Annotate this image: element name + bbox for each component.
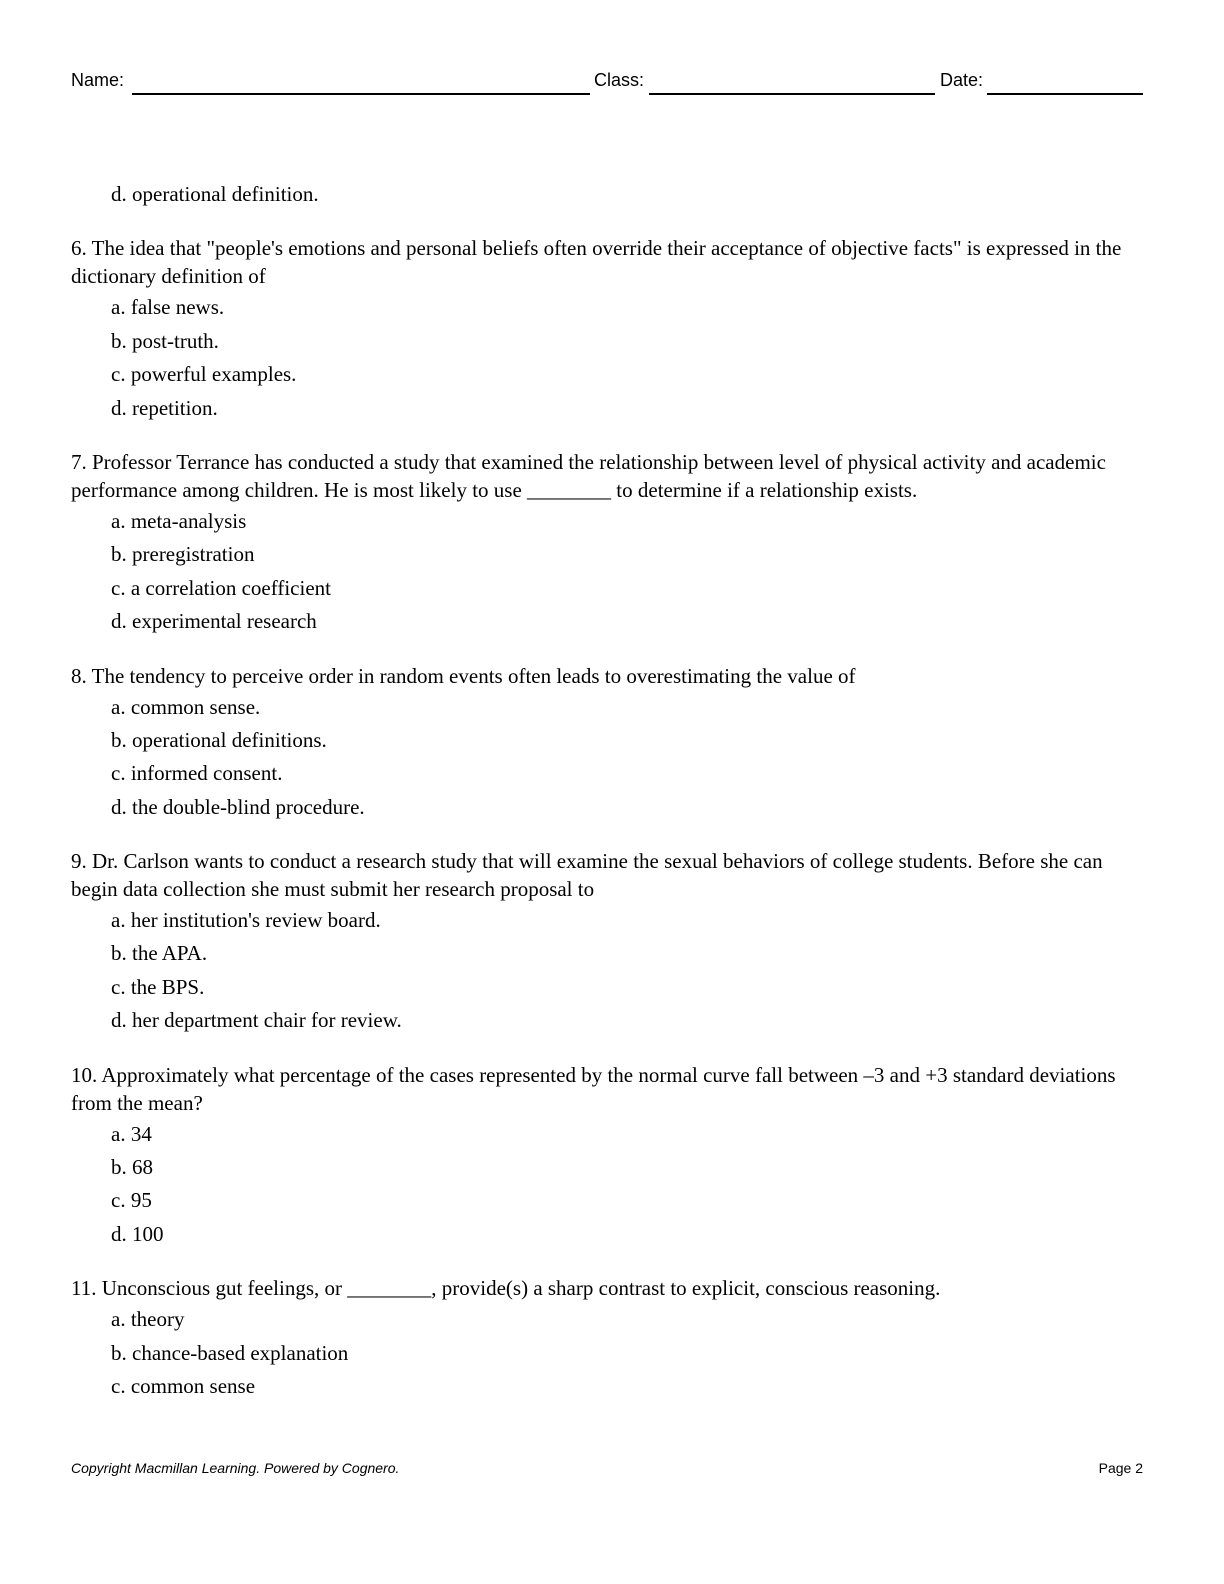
question-stem: 7. Professor Terrance has conducted a study that examined the relationship between level of physical activity and academic performance among children. He is most likely to use ________ to determine if a relationship exists. [71,449,1106,502]
answer-option: d. the double-blind procedure. [111,794,365,819]
answer-option: c. common sense [111,1373,256,1398]
answer-option: b. chance-based explanation [111,1340,349,1365]
page-number: Page 2 [1098,1460,1143,1476]
answer-option: c. 95 [111,1188,152,1213]
class-field[interactable] [649,93,935,95]
answer-option: b. preregistration [111,542,255,567]
copyright-text: Copyright Macmillan Learning. Powered by Cognero. [71,1460,400,1476]
answer-option: b. 68 [111,1155,153,1180]
answer-option: c. informed consent. [111,761,283,786]
class-label: Class: [594,70,645,90]
question-9 [71,847,1143,1039]
question-list [71,179,1143,1404]
answer-option: a. her institution's review board. [111,908,381,933]
answer-option: c. a correlation coefficient [111,575,331,600]
question-stem: 9. Dr. Carlson wants to conduct a research study that will examine the sexual behaviors of college students. Before she can begin data collection she must submit her research proposal to [71,849,1103,902]
date-field[interactable] [987,93,1143,95]
answer-option: a. meta-analysis [111,508,247,533]
answer-option: d. her department chair for review. [111,1008,402,1033]
name-label: Name: [71,70,125,90]
answer-option: d. experimental research [111,609,317,634]
question-10 [71,1061,1143,1253]
answer-option: d. repetition. [111,395,218,420]
answer-option: b. the APA. [111,941,208,966]
answer-option: a. theory [111,1307,185,1332]
question-7 [71,448,1143,640]
question-11 [71,1274,1143,1404]
question-8 [71,662,1143,826]
answer-option: b. post-truth. [111,328,219,353]
worksheet-header [71,70,1143,98]
question-stem: 11. Unconscious gut feelings, or ________, provide(s) a sharp contrast to explicit, conscious reasoning. [71,1276,941,1301]
answer-option: c. powerful examples. [111,362,297,387]
question-6 [71,234,1143,426]
name-field[interactable] [132,93,590,95]
question-stem: 8. The tendency to perceive order in random events often leads to overestimating the value of [71,663,856,688]
question-stem: 6. The idea that "people's emotions and personal beliefs often override their acceptance of objective facts" is expressed in the dictionary definition of [71,236,1122,289]
answer-option: a. false news. [111,295,225,320]
answer-option: a. 34 [111,1121,152,1146]
answer-option: c. the BPS. [111,974,205,999]
answer-option: b. operational definitions. [111,727,327,752]
answer-option: d. 100 [111,1221,164,1246]
continued-option: d. operational definition. [111,182,319,206]
answer-option: a. common sense. [111,694,261,719]
question-stem: 10. Approximately what percentage of the cases represented by the normal curve fall between –3 and +3 standard deviations from the mean? [71,1062,1116,1115]
date-label: Date: [940,70,984,90]
